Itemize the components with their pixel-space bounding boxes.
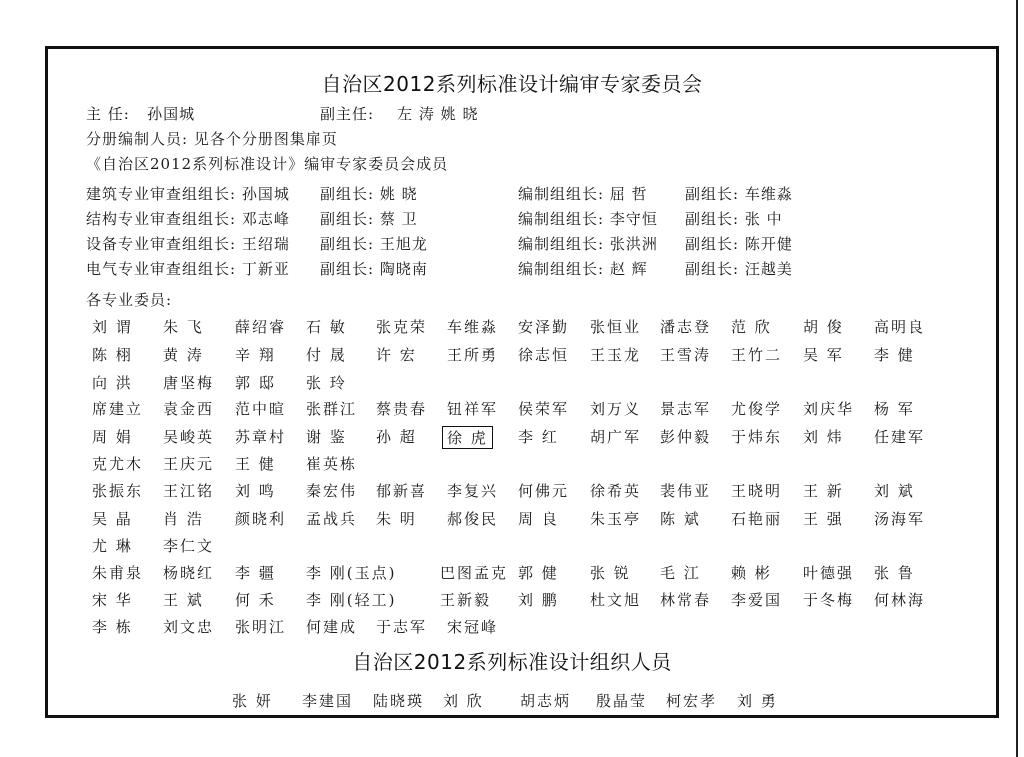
member-name: 王 强 (803, 510, 844, 528)
member-name: 王竹二 (731, 346, 783, 364)
member-name: 李 栋 (92, 618, 133, 636)
member-name: 钮祥军 (447, 400, 499, 418)
group-edit-deputy: 副组长: 汪越美 (685, 260, 793, 278)
member-name: 毛 江 (660, 564, 701, 582)
member-name: 林常春 (660, 591, 712, 609)
member-name: 杨晓红 (163, 564, 215, 582)
member-name: 尤 琳 (92, 537, 133, 555)
member-name: 石 敏 (306, 318, 347, 336)
member-name: 刘万义 (590, 400, 642, 418)
committee-heading: 《自治区2012系列标准设计》编审专家委员会成员 (86, 155, 449, 173)
member-name: 徐 虎 (442, 426, 493, 449)
member-name: 刘 谓 (92, 318, 133, 336)
member-name: 王所勇 (447, 346, 499, 364)
director-label: 主 任: (86, 105, 130, 123)
group-review-deputy: 副组长: 陶晓南 (320, 260, 428, 278)
member-name: 高明良 (874, 318, 926, 336)
org-member-name: 柯宏孝 (666, 692, 718, 710)
member-name: 于炜东 (731, 428, 783, 446)
member-name: 辛 翔 (235, 346, 276, 364)
member-name: 郭 健 (518, 564, 559, 582)
member-name: 何建成 (306, 618, 358, 636)
volume-editors: 分册编制人员: 见各个分册图集扉页 (86, 130, 338, 148)
member-name: 张明江 (235, 618, 287, 636)
member-name: 宋 华 (92, 591, 133, 609)
member-name: 刘庆华 (803, 400, 855, 418)
committee-title: 自治区2012系列标准设计编审专家委员会 (321, 72, 703, 96)
member-name: 宋冠峰 (447, 618, 499, 636)
member-name: 崔英栋 (306, 455, 358, 473)
group-review: 建筑专业审查组组长: 孙国城 (86, 185, 290, 203)
org-member-name: 胡志炳 (520, 692, 572, 710)
group-edit-deputy: 副组长: 陈开健 (685, 235, 793, 253)
member-name: 胡 俊 (803, 318, 844, 336)
member-name: 侯荣军 (518, 400, 570, 418)
group-edit: 编制组组长: 李守恒 (518, 210, 658, 228)
group-review: 设备专业审查组组长: 王绍瑞 (86, 235, 290, 253)
vice-director-names: 左 涛 姚 晓 (397, 105, 479, 123)
member-name: 巴图孟克 (440, 564, 509, 582)
member-name: 李 红 (518, 428, 559, 446)
member-name: 范中暄 (235, 400, 287, 418)
member-name: 谢 鉴 (306, 428, 347, 446)
member-name: 于冬梅 (803, 591, 855, 609)
member-name: 于志军 (376, 618, 428, 636)
member-name: 张恒业 (590, 318, 642, 336)
member-name: 陈 斌 (660, 510, 701, 528)
member-name: 朱玉亭 (590, 510, 642, 528)
member-name: 张振东 (92, 482, 144, 500)
member-name: 范 欣 (731, 318, 772, 336)
member-name: 薛绍睿 (235, 318, 287, 336)
member-name: 徐希英 (590, 482, 642, 500)
group-edit-deputy: 副组长: 车维淼 (685, 185, 793, 203)
member-name: 张 玲 (306, 374, 347, 392)
member-name: 石艳丽 (731, 510, 783, 528)
member-name: 李爱国 (731, 591, 783, 609)
member-name: 何林海 (874, 591, 926, 609)
org-member-name: 刘 勇 (737, 692, 778, 710)
vice-director-line (320, 103, 478, 124)
member-name: 车维淼 (447, 318, 499, 336)
member-name: 苏章村 (235, 428, 287, 446)
member-name: 李复兴 (447, 482, 499, 500)
member-name: 周 娟 (92, 428, 133, 446)
group-review: 结构专业审查组组长: 邓志峰 (86, 210, 290, 228)
member-name: 胡广军 (590, 428, 642, 446)
member-name: 张 锐 (590, 564, 631, 582)
member-name: 唐坚梅 (163, 374, 215, 392)
member-name: 朱 飞 (163, 318, 204, 336)
member-name: 蔡贵春 (376, 400, 428, 418)
org-title: 自治区2012系列标准设计组织人员 (352, 650, 672, 674)
member-name: 李 疆 (235, 564, 276, 582)
member-name: 刘 炜 (803, 428, 844, 446)
group-review-deputy: 副组长: 姚 晓 (320, 185, 418, 203)
member-name: 克尤木 (92, 455, 144, 473)
org-member-name: 刘 欣 (443, 692, 484, 710)
member-name: 向 洪 (92, 374, 133, 392)
member-name: 刘 斌 (874, 482, 915, 500)
member-name: 任建军 (874, 428, 926, 446)
member-name: 郝俊民 (447, 510, 499, 528)
group-edit: 编制组组长: 张洪洲 (518, 235, 658, 253)
member-name: 张 鲁 (874, 564, 915, 582)
member-name: 肖 浩 (163, 510, 204, 528)
member-name: 王雪涛 (660, 346, 712, 364)
group-edit: 编制组组长: 赵 辉 (518, 260, 648, 278)
member-name: 袁金西 (163, 400, 215, 418)
member-name: 李仁文 (163, 537, 215, 555)
director-name: 孙国城 (147, 105, 196, 123)
member-name: 尤俊学 (731, 400, 783, 418)
member-name: 王玉龙 (590, 346, 642, 364)
member-name: 杨 军 (874, 400, 915, 418)
member-name: 刘文忠 (163, 618, 215, 636)
group-edit-deputy: 副组长: 张 中 (685, 210, 783, 228)
group-review-deputy: 副组长: 蔡 卫 (320, 210, 418, 228)
member-name: 裴伟亚 (660, 482, 712, 500)
member-name: 黄 涛 (163, 346, 204, 364)
member-name: 陈 栩 (92, 346, 133, 364)
member-name: 孙 超 (376, 428, 417, 446)
member-name: 王庆元 (163, 455, 215, 473)
member-name: 彭仲毅 (660, 428, 712, 446)
member-name: 刘 鹏 (518, 591, 559, 609)
member-name: 郭 邸 (235, 374, 276, 392)
member-name: 吴 军 (803, 346, 844, 364)
member-name: 张群江 (306, 400, 358, 418)
member-name: 何 禾 (235, 591, 276, 609)
member-name: 吴 晶 (92, 510, 133, 528)
member-name: 王晓明 (731, 482, 783, 500)
member-name: 秦宏伟 (306, 482, 358, 500)
member-name: 潘志登 (660, 318, 712, 336)
group-review: 电气专业审查组组长: 丁新亚 (86, 260, 290, 278)
member-name: 王 新 (803, 482, 844, 500)
member-name: 朱甫泉 (92, 564, 144, 582)
vice-director-label: 副主任: (320, 105, 375, 123)
member-name: 刘 鸣 (235, 482, 276, 500)
member-name: 李 健 (874, 346, 915, 364)
member-name: 叶德强 (803, 564, 855, 582)
member-name: 付 晟 (306, 346, 347, 364)
member-name: 王 斌 (163, 591, 204, 609)
member-name: 何佛元 (518, 482, 570, 500)
member-name: 赖 彬 (731, 564, 772, 582)
org-member-name: 陆晓瑛 (373, 692, 425, 710)
member-name: 景志军 (660, 400, 712, 418)
member-name: 安泽勤 (518, 318, 570, 336)
member-name: 吴峻英 (163, 428, 215, 446)
member-name: 朱 明 (376, 510, 417, 528)
member-name: 许 宏 (376, 346, 417, 364)
members-label: 各专业委员: (86, 291, 173, 309)
member-name: 孟战兵 (306, 510, 358, 528)
member-name: 徐志恒 (518, 346, 570, 364)
group-edit: 编制组组长: 屈 哲 (518, 185, 648, 203)
member-name: 李 刚(玉点) (306, 564, 397, 582)
member-name: 周 良 (518, 510, 559, 528)
org-member-name: 殷晶莹 (596, 692, 648, 710)
director-line (86, 103, 195, 124)
member-name: 王 健 (235, 455, 276, 473)
member-name: 杜文旭 (590, 591, 642, 609)
member-name: 王新毅 (440, 591, 492, 609)
member-name: 王江铭 (163, 482, 215, 500)
org-member-name: 张 妍 (232, 692, 273, 710)
member-name: 郁新喜 (376, 482, 428, 500)
member-name: 张克荣 (376, 318, 428, 336)
scan-edge-line (1016, 0, 1018, 757)
group-review-deputy: 副组长: 王旭龙 (320, 235, 428, 253)
member-name: 席建立 (92, 400, 144, 418)
member-name: 颜晓利 (235, 510, 287, 528)
member-name: 汤海军 (874, 510, 926, 528)
org-member-name: 李建国 (302, 692, 354, 710)
member-name: 李 刚(轻工) (306, 591, 397, 609)
